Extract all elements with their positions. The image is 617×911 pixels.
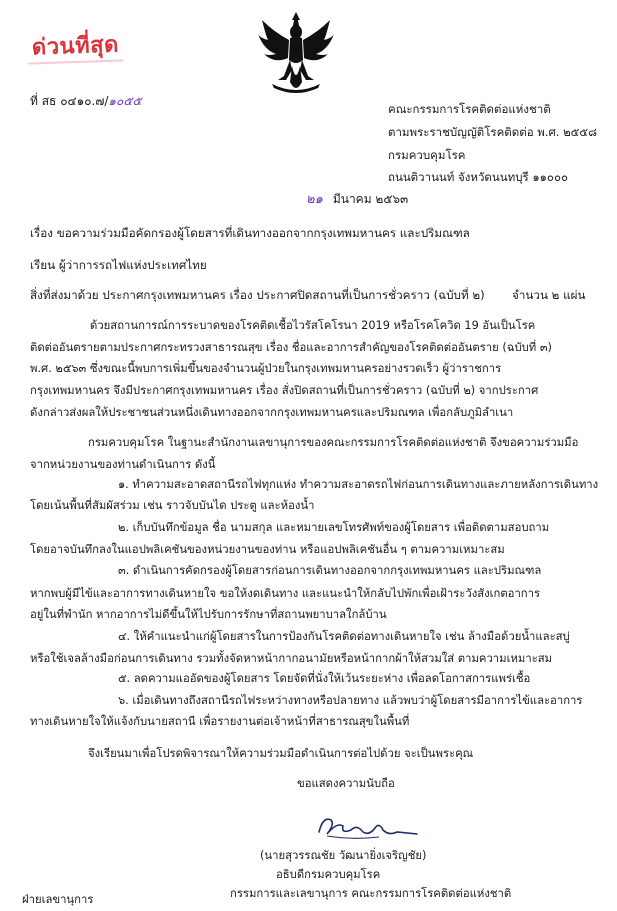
- urgent-stamp: ด่วนที่สุด: [28, 32, 124, 65]
- closing-request: จึงเรียนมาเพื่อโปรดพิจารณาให้ความร่วมมือดำเนินการต่อไปด้วย จะเป็นพระคุณ: [88, 747, 474, 760]
- date-month-year: มีนาคม ๒๕๖๓: [332, 192, 409, 206]
- body-line: พ.ศ. ๒๕๖๓ ซึ่งขณะนี้พบการเพิ่มขึ้นของจำนวนผู้ป่วยในกรุงเทพมหานครอย่างรวดเร็ว ผู้ว่าราชการ: [30, 362, 502, 375]
- body-line: กรมควบคุมโรค ในฐานะสำนักงานเลขานุการของคณะกรรมการโรคติดต่อแห่งชาติ จึงขอความร่วมมือ: [88, 436, 579, 449]
- sender-line-1: คณะกรรมการโรคติดต่อแห่งชาติ: [388, 102, 551, 116]
- body-line: กรุงเทพมหานคร จึงมีประกาศกรุงเทพมหานคร เรื่อง สั่งปิดสถานที่เป็นการชั่วคราว (ฉบับที่ ๒) จากประกาศ: [30, 384, 539, 397]
- document-date: [306, 193, 408, 208]
- signature-image: [313, 810, 423, 844]
- body-line: ทางเดินหายใจให้แจ้งกับนายสถานี เพื่อรายงานต่อเจ้าหน้าที่สาธารณสุขในพื้นที่: [30, 715, 410, 728]
- subject-line: เรื่อง ขอความร่วมมือคัดกรองผู้โดยสารที่เดินทางออกจากกรุงเทพมหานคร และปริมณฑล: [30, 226, 470, 240]
- item-3: ๓. ดำเนินการคัดกรองผู้โดยสารก่อนการเดินทางออกจากกรุงเทพมหานคร และปริมณฑล: [118, 564, 542, 577]
- garuda-emblem: [256, 10, 336, 96]
- sender-line-2: ตามพระราชบัญญัติโรคติดต่อ พ.ศ. ๒๕๕๘: [388, 125, 597, 139]
- item-4: ๔. ให้คำแนะนำแก่ผู้โดยสารในการป้องกันโรคติดต่อทางเดินหายใจ เช่น ล้างมือด้วยน้ำและสบู่: [118, 630, 570, 643]
- closing-salutation: ขอแสดงความนับถือ: [297, 777, 395, 790]
- body-line: โดยอาจบันทึกลงในแอปพลิเคชันของหน่วยงานของท่าน หรือแอปพลิเคชันอื่น ๆ ตามความเหมาะสม: [30, 543, 505, 556]
- enclosure-count: จำนวน ๒ แผ่น: [512, 288, 586, 302]
- document-number: [30, 95, 142, 109]
- sender-line-3: กรมควบคุมโรค: [388, 148, 466, 162]
- enclosure-line: สิ่งที่ส่งมาด้วย ประกาศกรุงเทพมหานคร เรื่อง ประกาศปิดสถานที่เป็นการชั่วคราว (ฉบับที่ ๒): [30, 288, 485, 302]
- body-line: หากพบผู้มีไข้และอาการทางเดินหายใจ ขอให้งดเดินทาง และแนะนำให้กลับไปพักเพื่อเฝ้าระวังสังเกตอาการ: [30, 587, 541, 600]
- item-5: ๕. ลดความแออัดของผู้โดยสาร โดยจัดที่นั่งให้เว้นระยะห่าง เพื่อลดโอกาสการแพร่เชื้อ: [118, 672, 531, 685]
- body-line: ด้วยสถานการณ์การระบาดของโรคติดเชื้อไวรัสโคโรนา 2019 หรือโรคโควิด 19 อันเป็นโรค: [90, 319, 536, 332]
- body-line: โดยเน้นพื้นที่สัมผัสร่วม เช่น ราวจับบันได ประตู และห้องน้ำ: [30, 499, 315, 512]
- body-line: จากหน่วยงานของท่านดำเนินการ ดังนี้: [30, 458, 216, 471]
- item-6: ๖. เมื่อเดินทางถึงสถานีรถไฟระหว่างทางหรือปลายทาง แล้วพบว่าผู้โดยสารมีอาการไข้และอาการ: [118, 694, 583, 707]
- signatory-title-1: อธิบดีกรมควบคุมโรค: [276, 868, 381, 881]
- item-1: ๑. ทำความสะอาดสถานีรถไฟทุกแห่ง ทำความสะอาดรถไฟก่อนการเดินทางและภายหลังการเดินทาง: [118, 478, 599, 491]
- recipient-line: เรียน ผู้ว่าการรถไฟแห่งประเทศไทย: [30, 258, 207, 272]
- document-number-handwritten: ๑๐๕๕: [108, 94, 142, 108]
- document-number-prefix: ที่ สธ ๐๔๑๐.๗/: [30, 94, 109, 108]
- signatory-title-2: กรรมการและเลขานุการ คณะกรรมการโรคติดต่อแห่งชาติ: [230, 887, 512, 900]
- body-line: ดังกล่าวส่งผลให้ประชาชนส่วนหนึ่งเดินทางออกจากกรุงเทพมหานครและปริมณฑล เพื่อกลับภูมิลำเนา: [30, 406, 514, 419]
- date-day-handwritten: ๒๑: [306, 192, 323, 207]
- body-line: อยู่ในที่พำนัก หากอาการไม่ดีขึ้นให้ไปรับการรักษาที่สถานพยาบาลใกล้บ้าน: [30, 608, 387, 621]
- sender-line-4: ถนนติวานนท์ จังหวัดนนทบุรี ๑๑๐๐๐: [388, 170, 568, 184]
- body-line: ติดต่ออันตรายตามประกาศกระทรวงสาธารณสุข เรื่อง ชื่อและอาการสำคัญของโรคติดต่ออันตราย (ฉบับที่ ๓): [30, 341, 552, 354]
- body-line: หรือใช้เจลล้างมือก่อนการเดินทาง รวมทั้งจัดหาหน้ากากอนามัยหรือหน้ากากผ้าให้สวมใส่ ตามความเหมาะสม: [30, 652, 553, 665]
- item-2: ๒. เก็บบันทึกข้อมูล ชื่อ นามสกุล และหมายเลขโทรศัพท์ของผู้โดยสาร เพื่อติดตามสอบถาม: [118, 521, 550, 534]
- footer-department: ฝ่ายเลขานุการ: [22, 893, 94, 906]
- signatory-name: (นายสุวรรณชัย วัฒนายิ่งเจริญชัย): [260, 849, 427, 862]
